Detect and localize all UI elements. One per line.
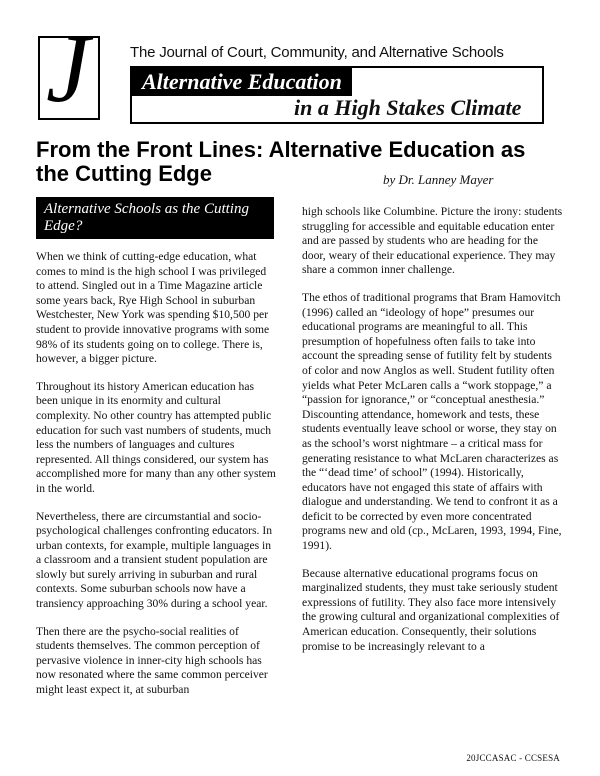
journal-logo-letter: J xyxy=(46,15,90,123)
section-heading xyxy=(36,197,274,239)
section-heading-text: Alternative Schools as the Cutting Edge? xyxy=(44,201,249,234)
journal-name: The Journal of Court, Community, and Alternative Schools xyxy=(130,44,504,61)
paragraph: high schools like Columbine. Picture the irony: students struggling for accessible and equitable education enter and are passed by students who are heading for the door, weary of their educational experience. They may share a common inner challenge. xyxy=(302,205,563,277)
paragraph: The ethos of traditional programs that Bram Hamovitch (1996) called an “ideology of hope” presumes our educational programs are meaningful to all. This presumption of hopefulness often fails to take into account the spreading sense of futility felt by students of color and now Anglos as well. Student futility often yields what Peter McLaren calls a “work stoppage,” a “passion for ignorance,” or “conceptual anesthesia.” Discounting attendance, homework and tests, these students eventually leave school or worse, they stay on as the school’s worst nightmare – a critical mass for generating resistance to what McLaren characterizes as the “‘dead time’ of school” (1994). Historically, educators have not engaged this state of affairs with dialogue and understanding. We tend to confront it as a deficit to be corrected by even more concentrated programs new and old (cp., McLaren, 1993, 1994, Fine, 1991). xyxy=(302,290,562,553)
issue-title-line2: in a High Stakes Climate xyxy=(294,95,522,120)
paragraph: Throughout its history American education has been unique in its enormity and cultural complexity. No other country has attempted public education for such vast numbers of students, much less the numbers of languages and cultures represented. All things considered, our system has accomplished more for many than any other system in the world. xyxy=(36,379,276,495)
right-column xyxy=(302,205,564,667)
issue-title-line1: Alternative Education xyxy=(142,69,342,94)
paragraph: Then there are the psycho-social realities of students themselves. The common perception of pervasive violence in inner-city high schools has now resonated where the same common perceiver might least expect it, at suburban xyxy=(36,624,268,697)
issue-title-bar xyxy=(130,66,352,96)
page-footer: 20JCCASAC - CCSESA xyxy=(466,753,560,763)
left-column xyxy=(36,250,276,711)
paragraph: Because alternative educational programs focus on marginalized students, they must take seriously student expressions of futility. They also face more intensively the growing cultural and organizational complexities of American education. Consequently, their solutions promise to be increasingly relevant to a xyxy=(302,566,560,653)
article-byline: by Dr. Lanney Mayer xyxy=(383,172,494,187)
article-headline: From the Front Lines: Alternative Education as the Cutting Edge xyxy=(36,137,526,186)
paragraph: When we think of cutting-edge education, what comes to mind is the high school I was privileged to attend. Singled out in a Time Magazine article some years back, Rye High School in suburban Westchester, New York was spending $10,500 per student to provide innovative programs with some 98% of its students going on to college. There is, however, a bigger picture. xyxy=(36,250,270,366)
paragraph: Nevertheless, there are circumstantial and socio-psychological challenges confronting educators. In urban contexts, for example, multiple languages in a classroom and a transient student population are slowly but surely arriving in suburban and rural contexts. Some suburban schools now have a transiency approaching 30% during a school year. xyxy=(36,509,272,611)
